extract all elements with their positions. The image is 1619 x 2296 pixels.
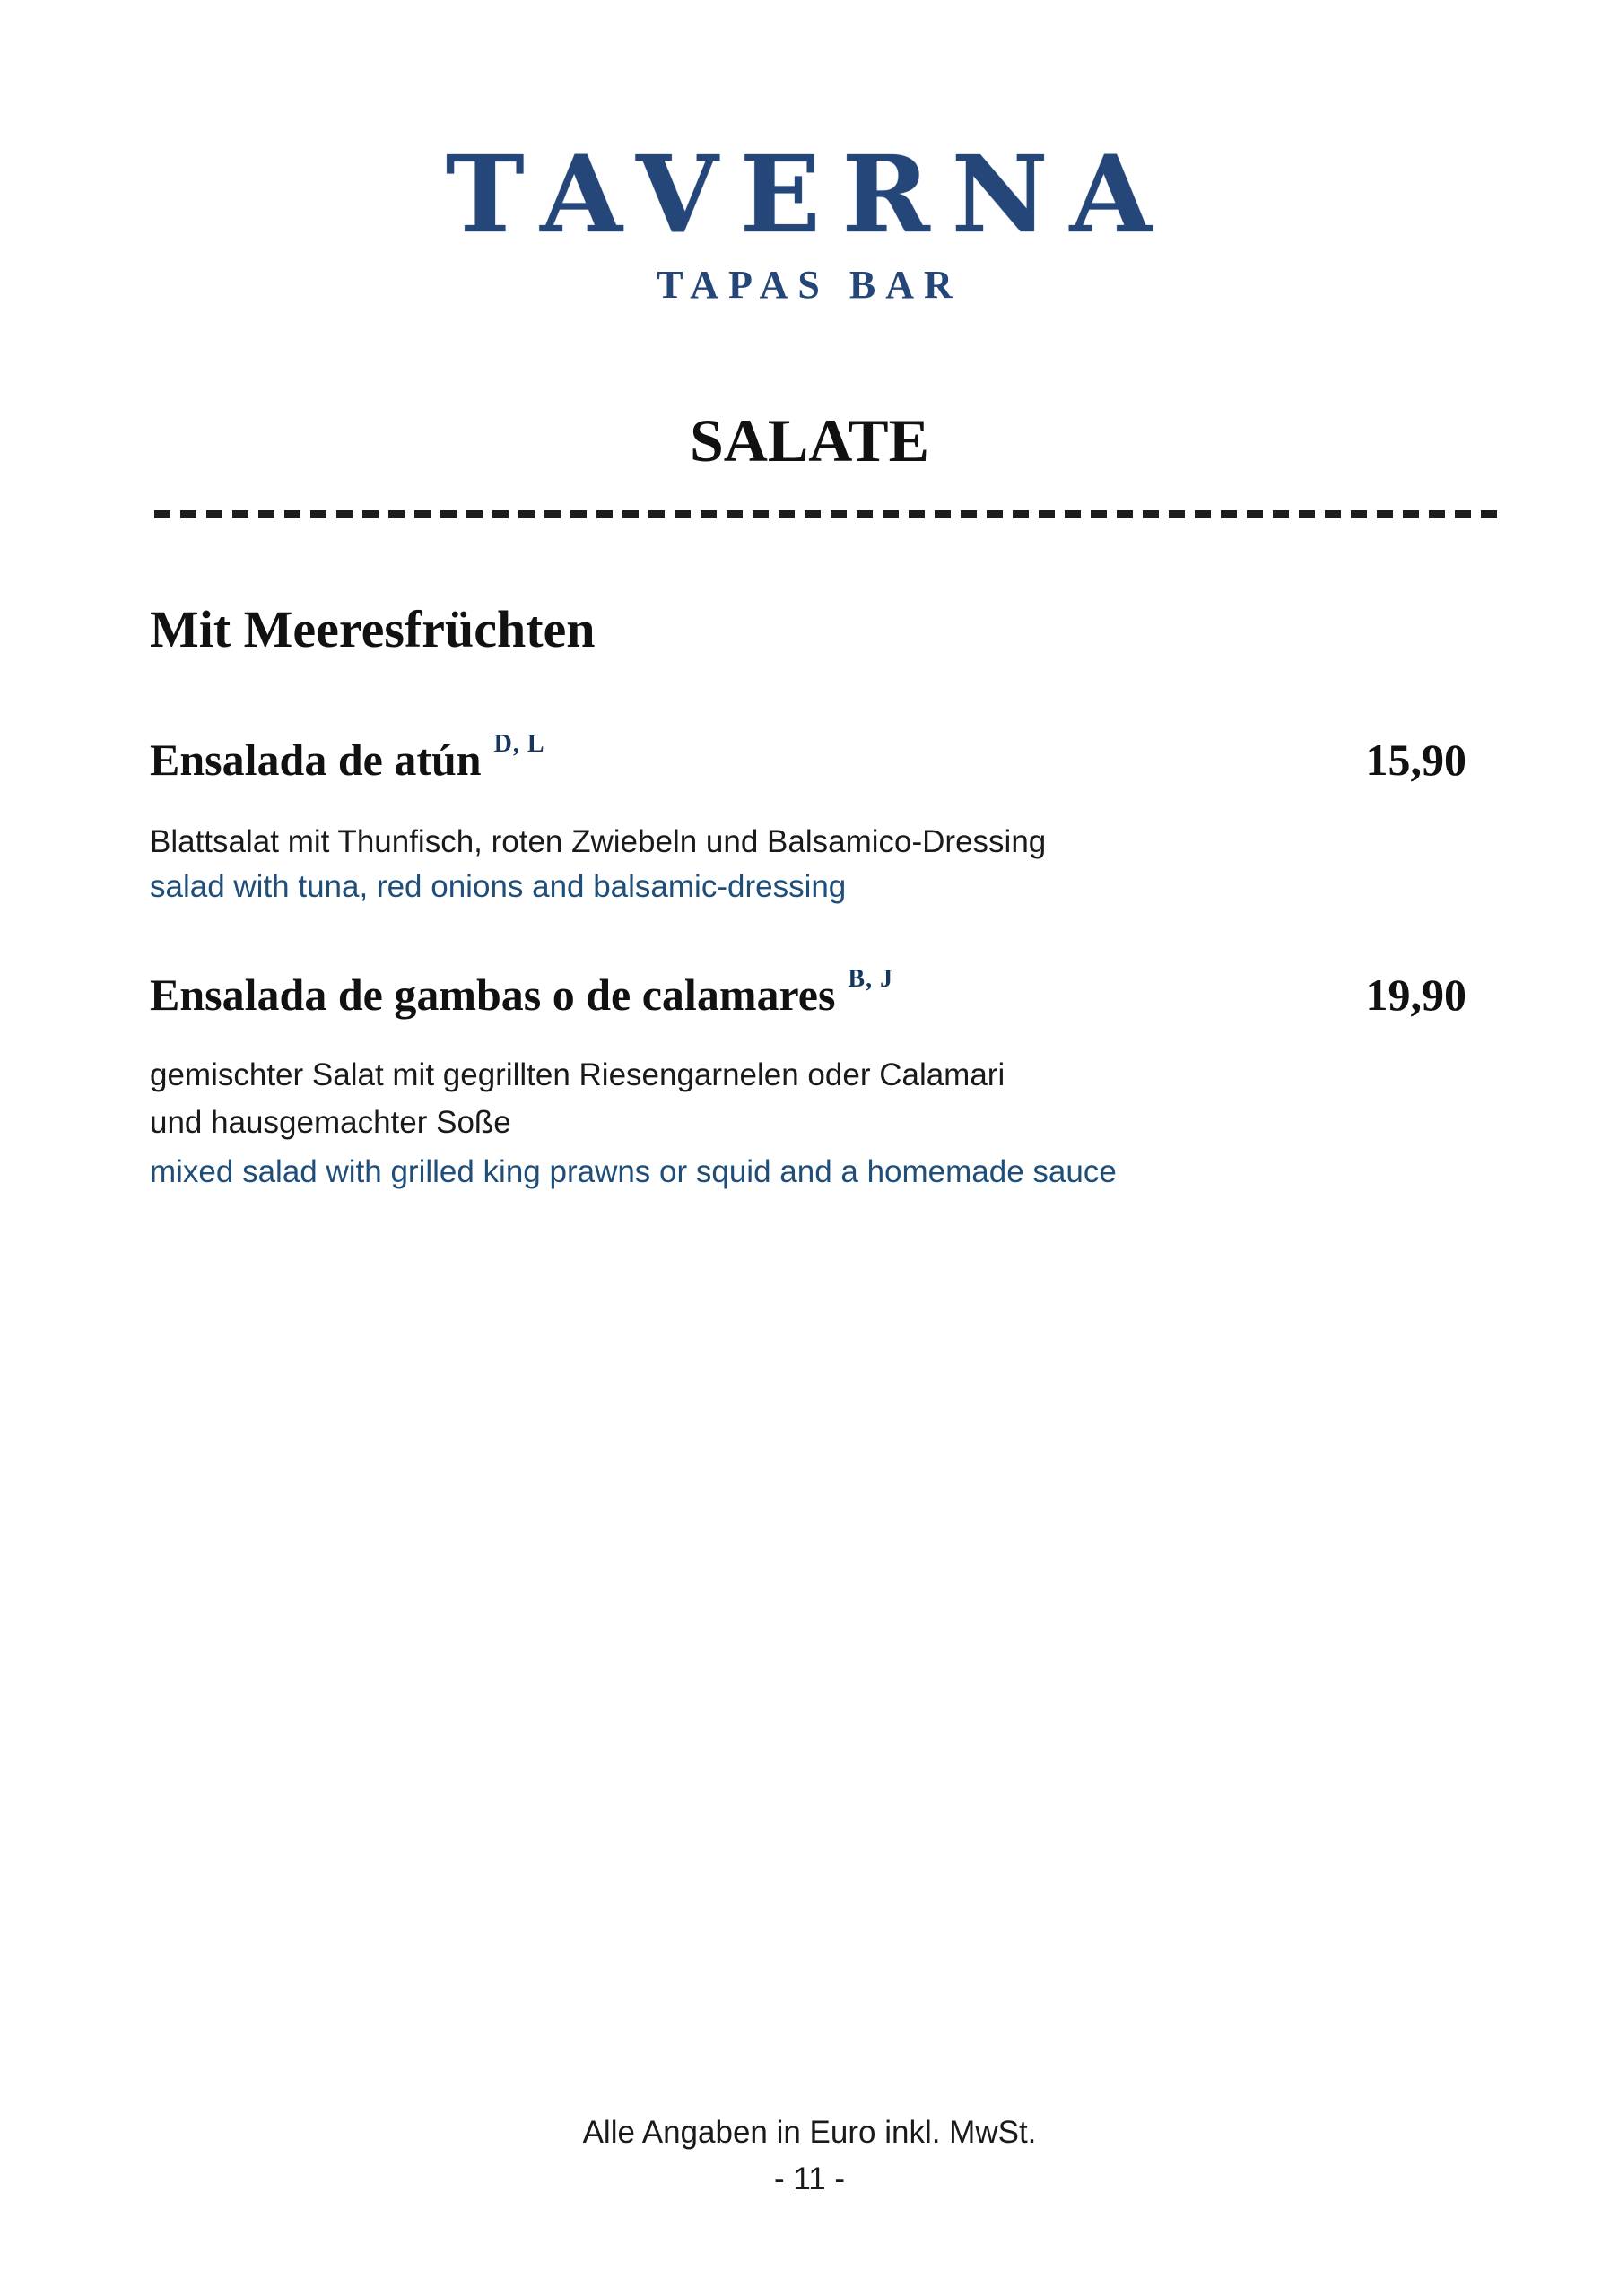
section-title: SALATE (689, 406, 930, 474)
item-price: 15,90 (1365, 735, 1467, 785)
section-divider (154, 510, 1504, 518)
item-name-text: Ensalada de gambas o de calamares (150, 970, 836, 1020)
menu-item-row (150, 730, 1467, 786)
item-allergen-codes: B, J (848, 965, 894, 993)
vat-note: Alle Angaben in Euro inkl. MwSt. (582, 2115, 1037, 2150)
item-description-english: mixed salad with grilled king prawns or squid and a homemade sauce (150, 1154, 1117, 1189)
item-description-german-line1: gemischter Salat mit gegrillten Riesengarnelen oder Calamari (150, 1057, 1005, 1092)
menu-item-row (150, 965, 1467, 1021)
logo (0, 132, 1619, 308)
item-description-german: Blattsalat mit Thunfisch, roten Zwiebeln und Balsamico-Dressing (150, 824, 1047, 859)
item-name (150, 730, 545, 786)
page-footer (0, 2109, 1619, 2203)
item-name-text: Ensalada de atún (150, 735, 482, 785)
item-name (150, 965, 894, 1021)
item-description-english: salad with tuna, red onions and balsamic-dressing (150, 869, 847, 904)
item-description-german-line2: und hausgemachter Soße (150, 1105, 511, 1140)
item-allergen-codes: D, L (493, 730, 545, 758)
subsection-title: Mit Meeresfrüchten (150, 600, 596, 658)
page-number: - 11 - (773, 2161, 846, 2196)
item-price: 19,90 (1365, 970, 1467, 1020)
brand-subtitle: TAPAS BAR (657, 263, 962, 307)
item-description-german (150, 1051, 1005, 1146)
brand-name: TAVERNA (445, 132, 1174, 257)
